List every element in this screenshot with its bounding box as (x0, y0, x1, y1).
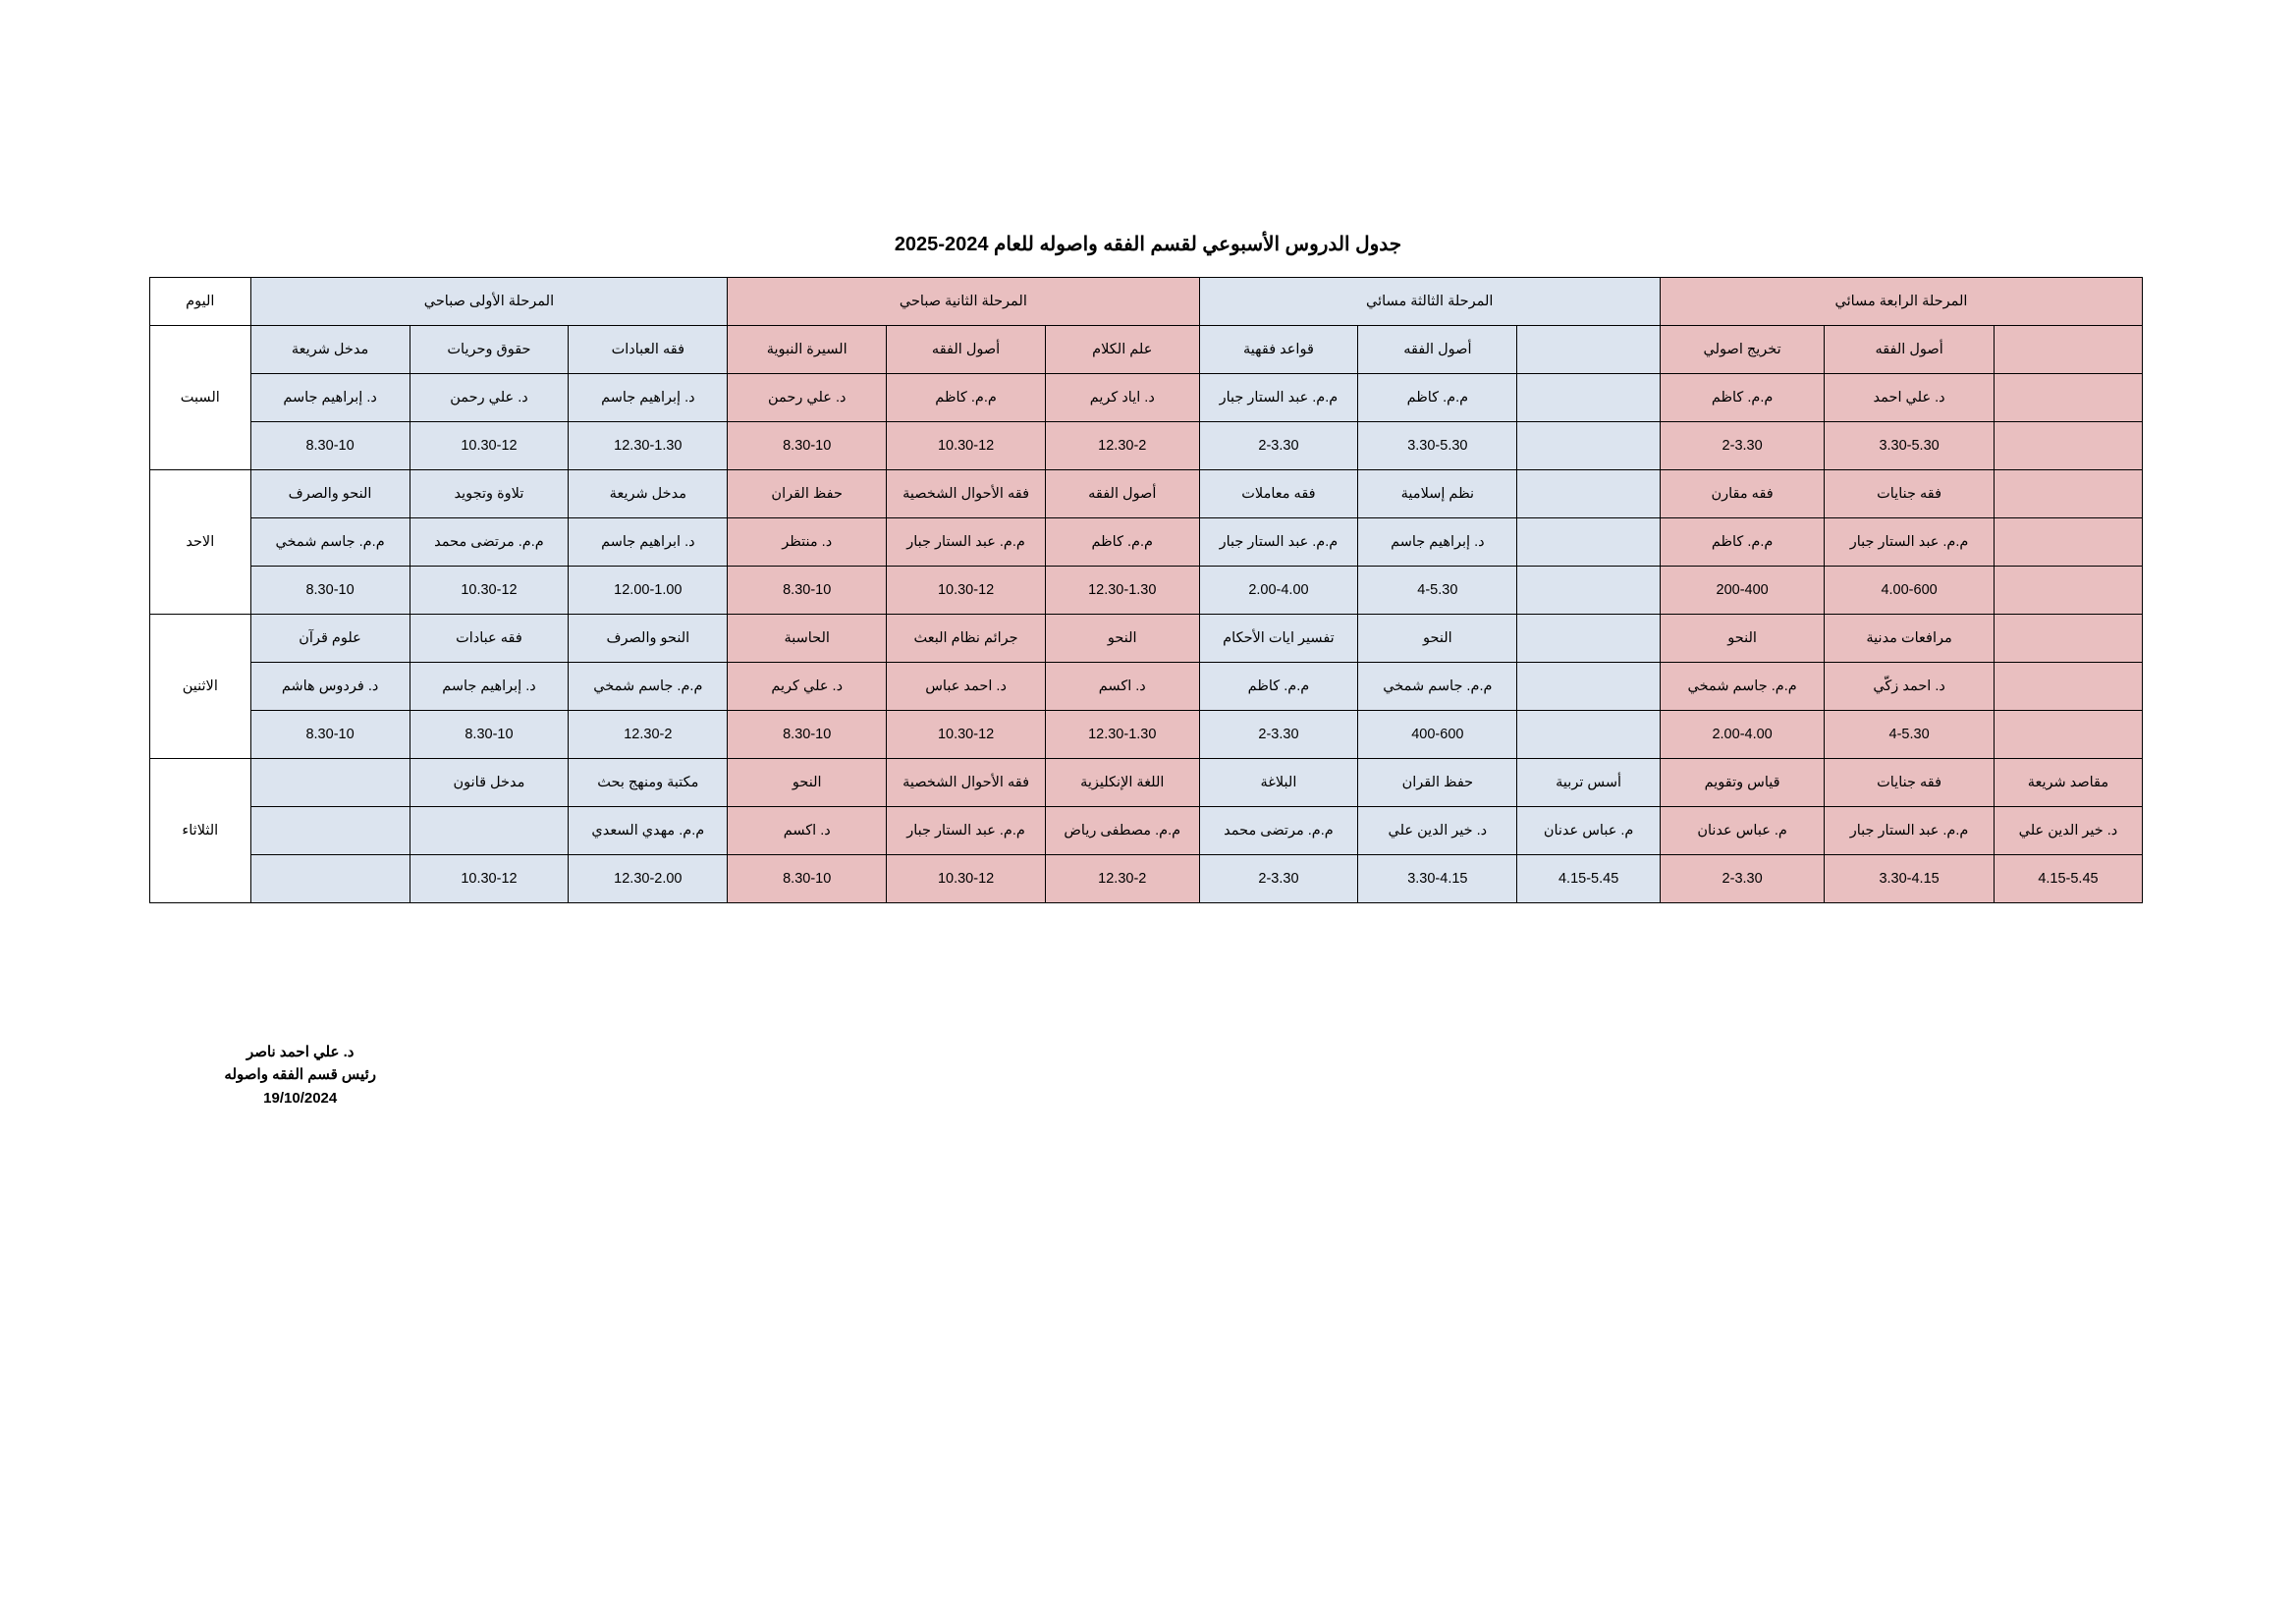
cell-subject: مقاصد شريعة (1994, 759, 2142, 807)
cell-time: 12.30-1.30 (569, 422, 728, 470)
cell-teacher: د. اكسم (1046, 663, 1199, 711)
cell-time: 3.30-5.30 (1825, 422, 1995, 470)
cell-subject: فقه معاملات (1199, 470, 1358, 518)
stage-header-cell: المرحلة الثالثة مسائي (1199, 278, 1660, 326)
cell-time: 2.00-4.00 (1660, 711, 1824, 759)
cell-subject (1517, 615, 1661, 663)
cell-subject: فقه عبادات (410, 615, 569, 663)
cell-teacher: م.م. كاظم (1046, 518, 1199, 567)
day-name-cell: الاثنين (150, 615, 251, 759)
day-column-header: اليوم (150, 278, 251, 326)
cell-subject (250, 759, 410, 807)
cell-teacher (1517, 374, 1661, 422)
cell-teacher (1994, 663, 2142, 711)
cell-subject: علم الكلام (1046, 326, 1199, 374)
cell-time: 8.30-10 (728, 711, 887, 759)
cell-teacher: م.م. كاظم (1660, 374, 1824, 422)
cell-teacher (250, 807, 410, 855)
cell-teacher: د. منتظر (728, 518, 887, 567)
cell-subject: مدخل شريعة (569, 470, 728, 518)
cell-time: 2-3.30 (1199, 855, 1358, 903)
cell-teacher (1994, 518, 2142, 567)
table-row (150, 374, 2143, 422)
table-row (150, 470, 2143, 518)
cell-teacher: د. خير الدين علي (1358, 807, 1517, 855)
cell-subject: فقه جنايات (1825, 759, 1995, 807)
cell-time (1994, 711, 2142, 759)
cell-subject: فقه العبادات (569, 326, 728, 374)
cell-teacher: م.م. كاظم (1358, 374, 1517, 422)
cell-teacher: م.م. كاظم (1660, 518, 1824, 567)
cell-time: 200-400 (1660, 567, 1824, 615)
cell-subject: أصول الفقه (1358, 326, 1517, 374)
cell-teacher: م.م. عبد الستار جبار (887, 807, 1046, 855)
cell-subject (1517, 326, 1661, 374)
table-row (150, 711, 2143, 759)
table-row (150, 663, 2143, 711)
cell-time: 4.15-5.45 (1517, 855, 1661, 903)
cell-time: 4-5.30 (1825, 711, 1995, 759)
cell-teacher (410, 807, 569, 855)
cell-teacher: م.م. جاسم شمخي (569, 663, 728, 711)
table-row (150, 326, 2143, 374)
signature-name: د. علي احمد ناصر (246, 1044, 355, 1060)
day-name-cell: الثلاثاء (150, 759, 251, 903)
cell-time: 10.30-12 (887, 855, 1046, 903)
cell-time: 10.30-12 (410, 855, 569, 903)
table-row (150, 422, 2143, 470)
page-title: جدول الدروس الأسبوعي لقسم الفقه واصوله للعام 2024-2025 (894, 234, 1402, 255)
day-name-cell: الاحد (150, 470, 251, 615)
cell-subject: مدخل قانون (410, 759, 569, 807)
cell-teacher: د. إبراهيم جاسم (410, 663, 569, 711)
signature-date: 19/10/2024 (263, 1089, 338, 1107)
cell-time: 2-3.30 (1199, 422, 1358, 470)
cell-teacher: د. اياد كريم (1046, 374, 1199, 422)
cell-subject: مكتبة ومنهج بحث (569, 759, 728, 807)
cell-subject: السيرة النبوية (728, 326, 887, 374)
cell-time: 8.30-10 (728, 422, 887, 470)
stage-header-cell: المرحلة الرابعة مسائي (1660, 278, 2142, 326)
stage-header-cell: المرحلة الأولى صباحي (250, 278, 728, 326)
cell-teacher: م.م. عبد الستار جبار (1825, 807, 1995, 855)
cell-teacher: م. عباس عدنان (1660, 807, 1824, 855)
cell-subject (1517, 470, 1661, 518)
cell-teacher: م.م. مرتضى محمد (410, 518, 569, 567)
table-row (150, 759, 2143, 807)
table-row (150, 518, 2143, 567)
cell-time: 8.30-10 (250, 567, 410, 615)
stage-header-row (150, 278, 2143, 326)
cell-subject: أصول الفقه (1825, 326, 1995, 374)
cell-time: 10.30-12 (887, 711, 1046, 759)
cell-time (250, 855, 410, 903)
cell-subject: حقوق وحريات (410, 326, 569, 374)
cell-teacher: م.م. مرتضى محمد (1199, 807, 1358, 855)
cell-subject: حفظ القران (728, 470, 887, 518)
schedule-table-container (149, 277, 2143, 903)
cell-time: 12.30-2 (569, 711, 728, 759)
cell-subject: قياس وتقويم (1660, 759, 1824, 807)
cell-time: 3.30-5.30 (1358, 422, 1517, 470)
cell-subject: تفسير ايات الأحكام (1199, 615, 1358, 663)
cell-subject: فقه الأحوال الشخصية (887, 759, 1046, 807)
cell-time: 12.00-1.00 (569, 567, 728, 615)
cell-subject: مدخل شريعة (250, 326, 410, 374)
cell-teacher: م.م. عبد الستار جبار (1825, 518, 1995, 567)
cell-subject: نظم إسلامية (1358, 470, 1517, 518)
cell-teacher: م.م. كاظم (887, 374, 1046, 422)
cell-teacher: د. علي رحمن (728, 374, 887, 422)
cell-teacher: د. ابراهيم جاسم (569, 518, 728, 567)
cell-subject: النحو (1046, 615, 1199, 663)
cell-time: 8.30-10 (250, 422, 410, 470)
cell-subject: تلاوة وتجويد (410, 470, 569, 518)
cell-teacher: د. علي كريم (728, 663, 887, 711)
cell-subject (1994, 470, 2142, 518)
cell-time (1994, 567, 2142, 615)
cell-time: 8.30-10 (728, 567, 887, 615)
cell-subject (1994, 326, 2142, 374)
cell-time: 8.30-10 (410, 711, 569, 759)
cell-subject: النحو (1660, 615, 1824, 663)
table-row (150, 615, 2143, 663)
cell-subject: البلاغة (1199, 759, 1358, 807)
cell-time: 12.30-1.30 (1046, 711, 1199, 759)
cell-time: 4.00-600 (1825, 567, 1995, 615)
cell-teacher: د. احمد زكّي (1825, 663, 1995, 711)
cell-subject: تخريج اصولي (1660, 326, 1824, 374)
cell-teacher: م.م. مصطفى رياض (1046, 807, 1199, 855)
stage-header-cell: المرحلة الثانية صباحي (728, 278, 1199, 326)
cell-time: 4-5.30 (1358, 567, 1517, 615)
cell-time: 12.30-2.00 (569, 855, 728, 903)
cell-teacher: د. فردوس هاشم (250, 663, 410, 711)
cell-time: 10.30-12 (887, 567, 1046, 615)
cell-subject: حفظ القران (1358, 759, 1517, 807)
cell-teacher: د. إبراهيم جاسم (569, 374, 728, 422)
cell-teacher: م.م. مهدي السعدي (569, 807, 728, 855)
cell-subject: علوم قرآن (250, 615, 410, 663)
cell-subject: النحو والصرف (569, 615, 728, 663)
signature-position: رئيس قسم الفقه واصوله (224, 1066, 376, 1084)
cell-subject: قواعد فقهية (1199, 326, 1358, 374)
cell-subject: النحو (728, 759, 887, 807)
cell-subject: فقه الأحوال الشخصية (887, 470, 1046, 518)
cell-subject: فقه جنايات (1825, 470, 1995, 518)
cell-time: 2-3.30 (1660, 855, 1824, 903)
cell-subject: النحو (1358, 615, 1517, 663)
cell-time: 10.30-12 (410, 567, 569, 615)
cell-time (1517, 711, 1661, 759)
table-row (150, 855, 2143, 903)
cell-teacher: م.م. عبد الستار جبار (1199, 518, 1358, 567)
cell-teacher: م.م. جاسم شمخي (1358, 663, 1517, 711)
cell-subject: فقه مقارن (1660, 470, 1824, 518)
cell-teacher (1517, 518, 1661, 567)
cell-time (1994, 422, 2142, 470)
cell-time: 2-3.30 (1199, 711, 1358, 759)
cell-subject: أصول الفقه (887, 326, 1046, 374)
cell-time: 12.30-2 (1046, 855, 1199, 903)
cell-time: 8.30-10 (728, 855, 887, 903)
cell-time: 2.00-4.00 (1199, 567, 1358, 615)
cell-teacher (1517, 663, 1661, 711)
cell-teacher: د. إبراهيم جاسم (250, 374, 410, 422)
weekly-schedule-table (149, 277, 2143, 903)
cell-time: 12.30-1.30 (1046, 567, 1199, 615)
day-name-cell: السبت (150, 326, 251, 470)
cell-teacher: م.م. كاظم (1199, 663, 1358, 711)
cell-time: 400-600 (1358, 711, 1517, 759)
table-row (150, 807, 2143, 855)
cell-time: 3.30-4.15 (1825, 855, 1995, 903)
cell-teacher: د. احمد عباس (887, 663, 1046, 711)
cell-subject: النحو والصرف (250, 470, 410, 518)
cell-subject: مرافعات مدنية (1825, 615, 1995, 663)
cell-time: 3.30-4.15 (1358, 855, 1517, 903)
cell-teacher: د. إبراهيم جاسم (1358, 518, 1517, 567)
cell-teacher: د. علي رحمن (410, 374, 569, 422)
cell-time: 2-3.30 (1660, 422, 1824, 470)
cell-time: 8.30-10 (250, 711, 410, 759)
cell-teacher: م.م. جاسم شمخي (1660, 663, 1824, 711)
cell-time: 10.30-12 (410, 422, 569, 470)
cell-teacher: د. اكسم (728, 807, 887, 855)
cell-time: 10.30-12 (887, 422, 1046, 470)
cell-teacher: د. خير الدين علي (1994, 807, 2142, 855)
cell-teacher: م. عباس عدنان (1517, 807, 1661, 855)
cell-teacher: م.م. عبد الستار جبار (887, 518, 1046, 567)
cell-subject: جرائم نظام البعث (887, 615, 1046, 663)
cell-teacher: د. علي احمد (1825, 374, 1995, 422)
cell-time: 12.30-2 (1046, 422, 1199, 470)
cell-subject: الحاسبة (728, 615, 887, 663)
table-row (150, 567, 2143, 615)
cell-time (1517, 567, 1661, 615)
cell-time (1517, 422, 1661, 470)
cell-subject: أصول الفقه (1046, 470, 1199, 518)
cell-subject: أسس تربية (1517, 759, 1661, 807)
cell-time: 4.15-5.45 (1994, 855, 2142, 903)
cell-subject: اللغة الإنكليزية (1046, 759, 1199, 807)
cell-teacher: م.م. جاسم شمخي (250, 518, 410, 567)
cell-subject (1994, 615, 2142, 663)
cell-teacher: م.م. عبد الستار جبار (1199, 374, 1358, 422)
cell-teacher (1994, 374, 2142, 422)
